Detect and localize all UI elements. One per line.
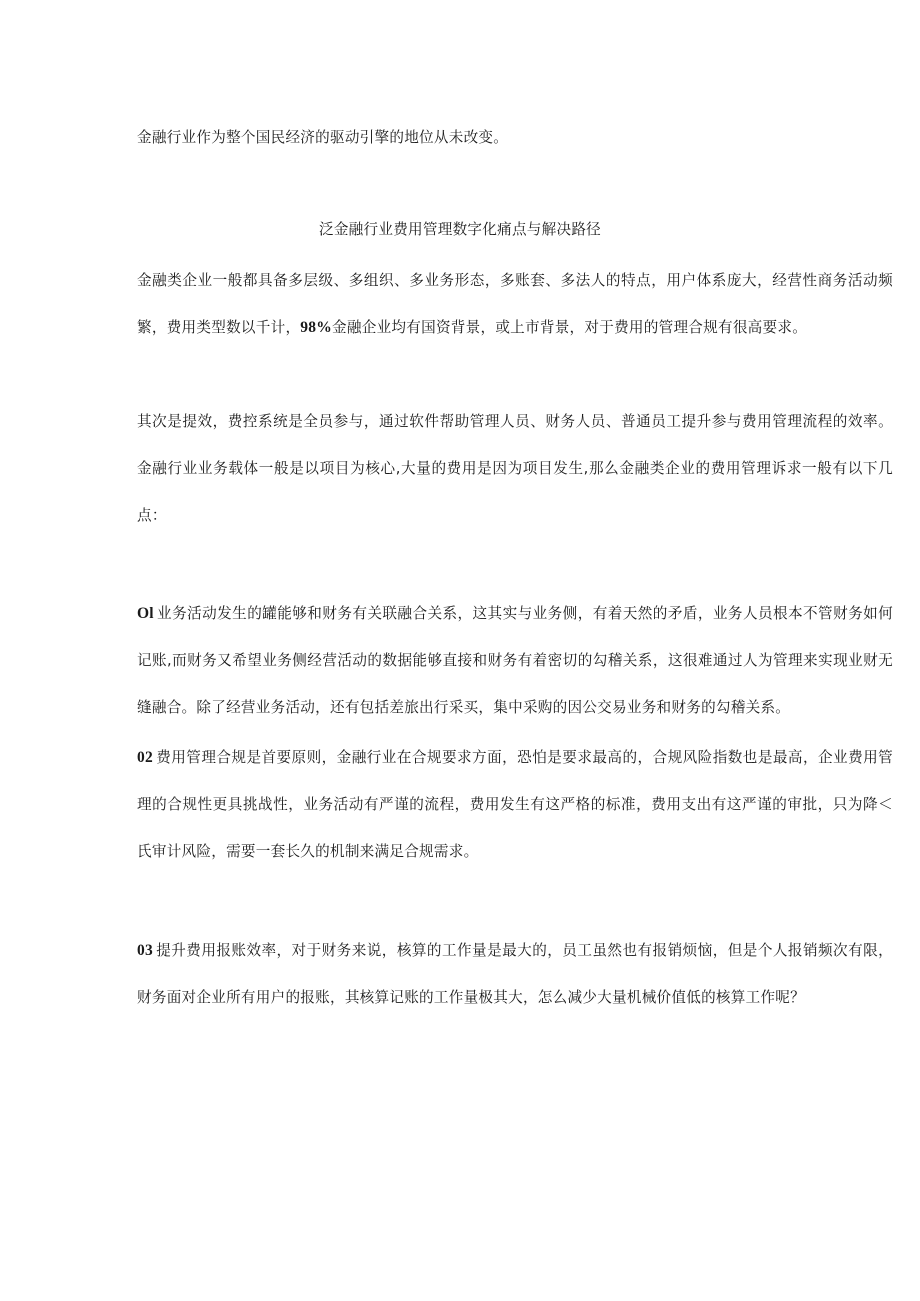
point-text: 业务活动发生的罐能够和财务有关联融合关系，这其实与业务侧，有着天然的矛盾，业务人员根本不管财务如何记账,而财务又希望业务侧经营活动的数据能够直接和财务有着密切的勾稽关系，这很难通过人为管理来实现业财无缝融合。除了经营业务活动，还有包括差旅出行采买，集中采购的因公交易业务和财务的勾稽关系。 [137,605,893,716]
point-item-03 [137,927,893,1021]
paragraph-requirements [137,257,893,351]
point-text: 费用管理合规是首要原则，金融行业在合规要求方面，恐怕是要求最高的，合规风险指数也是最高，企业费用管理的合规性更具挑战性，业务活动有严谨的流程，费用发生有这严格的标准，费用支出有这严谨的审批，只为降＜氏审计风险，需要一套长久的机制来满足合规需求。 [137,749,893,860]
paragraph-requirements-text-end: 金融企业均有国资背景，或上市背景，对于费用的管理合规有很高要求。 [332,319,808,336]
point-text: 提升费用报账效率，对于财务来说，核算的工作量是最大的，员工虽然也有报销烦恼，但是个人报销频次有限，财务面对企业所有用户的报账，其核算记账的工作量极其大，怎么减少大量机械价值低的核算工作呢？ [137,942,893,1006]
percentage-value: 98% [300,319,333,336]
point-number: 03 [137,942,153,959]
paragraph-efficiency [137,398,893,539]
point-number: Ol [137,605,154,622]
point-item-02 [137,734,893,875]
point-item-01 [137,590,893,731]
point-number: 02 [137,749,153,766]
paragraph-requirements-text-start: 金融类企业一般都具备多层级、多组织、多业务形态，多账套、多法人的特点，用户体系庞大，经营性商务活动频繁，费用类型数以千计， [137,272,893,336]
intro-paragraph [137,128,893,148]
section-title: 泛金融行业费用管理数字化痛点与解决路径 [318,221,602,238]
paragraph-efficiency-text: 其次是提效，费控系统是全员参与，通过软件帮助管理人员、财务人员、普通员工提升参与费用管理流程的效率。金融行业业务载体一般是以项目为核心,大量的费用是因为项目发生,那么金融类企业的费用管理诉求一般有以下几点： [137,413,893,524]
intro-text: 金融行业作为整个国民经济的驱动引擎的地位从未改变。 [137,129,509,146]
